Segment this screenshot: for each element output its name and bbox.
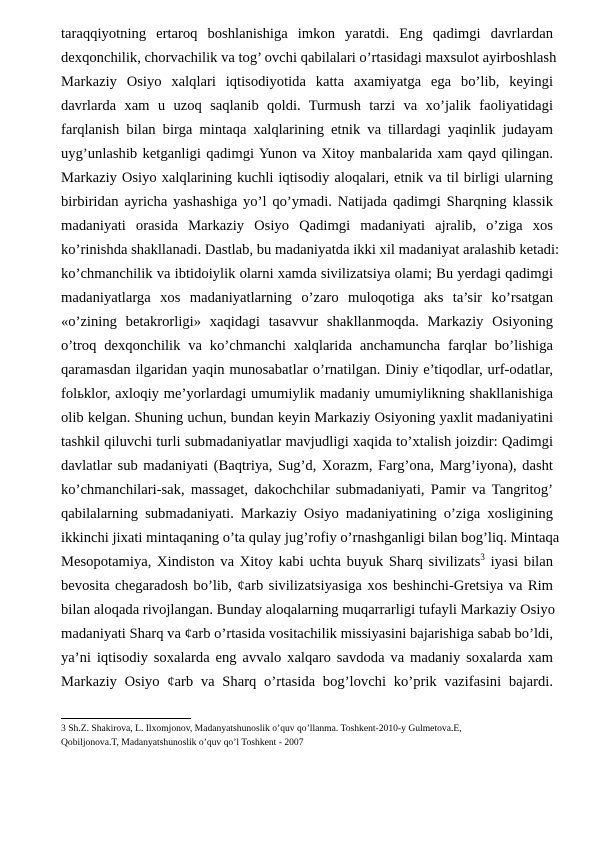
body-line: dexqonchilik, chorvachilik va tog’ ovchi qabilalari o’rtasidagi maxsulot ayirboshlash [61,50,557,66]
body-line: taraqqiyotning ertaroq boshlanishiga imkon yaratdi. Eng qadimgi davrlardan [61,26,553,42]
body-line: uyg’unlashib ketganligi qadimgi Yunon va Xitoy manbalarida xam qayd qilingan. [61,146,553,162]
body-line: tashkil qiluvchi turli submadaniyatlar mavjudligi xaqida to’xtalish joizdir: Qadimgi [61,434,553,450]
body-line: farqlanish bilan birga mintaqa xalqlarining etnik va tillardagi yaqinlik judayam [61,122,553,138]
body-line-with-footnote [61,550,553,574]
body-line: bevosita chegaradosh bo’lib, ¢arb sivilizatsiyasiga xos beshinchi-Gretsiya va Rim [61,578,553,594]
body-line: ko’rinishda shakllanadi. Dastlab, bu madaniyatda ikki xil madaniyat aralashib ketadi: [61,242,560,258]
body-line: madaniyatlarga xos madaniyatlarning o’zaro muloqotiga aks ta’sir ko’rsatgan [61,290,553,306]
body-line: davlatlar sub madaniyati (Baqtriya, Sug’d, Xorazm, Farg’ona, Marg’iyona), dasht [61,458,553,474]
footnote-line: Qobiljonova.T, Madanyatshunoslik o’quv qo’l Toshkent - 2007 [61,737,304,748]
body-line-continuation: iyasi bilan [484,554,553,570]
body-line: olib kelgan. Shuning uchun, bundan keyin Markaziy Osiyoning yaxlit madaniyatini [61,410,553,426]
body-line: Markaziy Osiyo xalqlari iqtisodiyotida katta axamiyatga ega bo’lib, keyingi [61,74,553,90]
body-line: folьklor, axloqiy me’yorlardagi umumiylik madaniy umumiylikning shakllanishiga [61,386,553,402]
body-line-text: Mesopotamiya, Xindiston va Xitoy kabi uchta buyuk Sharq sivilizats [61,554,481,570]
body-line: madaniyati Sharq va ¢arb o’rtasida vositachilik missiyasini bajarishiga sabab bo’ldi, [61,626,554,642]
body-line: Markaziy Osiyo ¢arb va Sharq o’rtasida bog’lovchi ko’prik vazifasini bajardi. [61,674,553,690]
body-line: bilan aloqada rivojlangan. Bunday aloqalarning muqarrarligi tufayli Markaziy Osiyo [61,602,556,618]
body-line: «o’zining betakrorligi» xaqidagi tasavvur shakllanmoqda. Markaziy Osiyoning [61,314,553,330]
footnote-separator [61,718,191,719]
footnote-marker[interactable]: 3 [480,552,485,563]
body-line: o’troq dexqonchilik va ko’chmanchi xalqlarida anchamuncha farqlar bo’lishiga [61,338,553,354]
body-line: qaramasdan ilgaridan yaqin munosabatlar o’rnatilgan. Diniy e’tiqodlar, urf-odatlar, [61,362,553,378]
body-line: birbiridan ayricha yashashiga yo’l qo’ymadi. Natijada qadimgi Sharqning klassik [61,194,553,210]
footnote-line: 3 Sh.Z. Shakirova, L. Ilxomjonov, Madanyatshunoslik o’quv qo’llanma. Toshkent-2010-y Gulmetova.E, [61,723,462,734]
body-line: davrlarda xam u uzoq saqlanib qoldi. Turmush tarzi va xo’jalik faoliyatidagi [61,98,553,114]
body-line: ya’ni iqtisodiy soxalarda eng avvalo xalqaro savdoda va madaniy soxalarda xam [61,650,553,666]
document-body [61,22,560,694]
body-line: ko’chmanchilari-sak, massaget, dakochchilar submadaniyati, Pamir va Tangritog’ [61,482,553,498]
body-line: ko’chmanchilik va ibtidoiylik olarni xamda sivilizatsiya olami; Bu yerdagi qadimgi [61,266,553,282]
body-line: madaniyati orasida Markaziy Osiyo Qadimgi madaniyati ajralib, o’ziga xos [61,218,553,234]
body-line: Markaziy Osiyo xalqlarining kuchli iqtisodiy aloqalari, etnik va til birligi ularning [61,170,553,186]
footnotes [61,722,553,750]
body-line: qabilalarning submadaniyati. Markaziy Osiyo madaniyatining o’ziga xosligining [61,506,553,522]
body-line: ikkinchi jixati mintaqaning o’ta qulay jug’rofiy o’rnashganligi bilan bog’liq. Mintaqa [61,530,560,546]
